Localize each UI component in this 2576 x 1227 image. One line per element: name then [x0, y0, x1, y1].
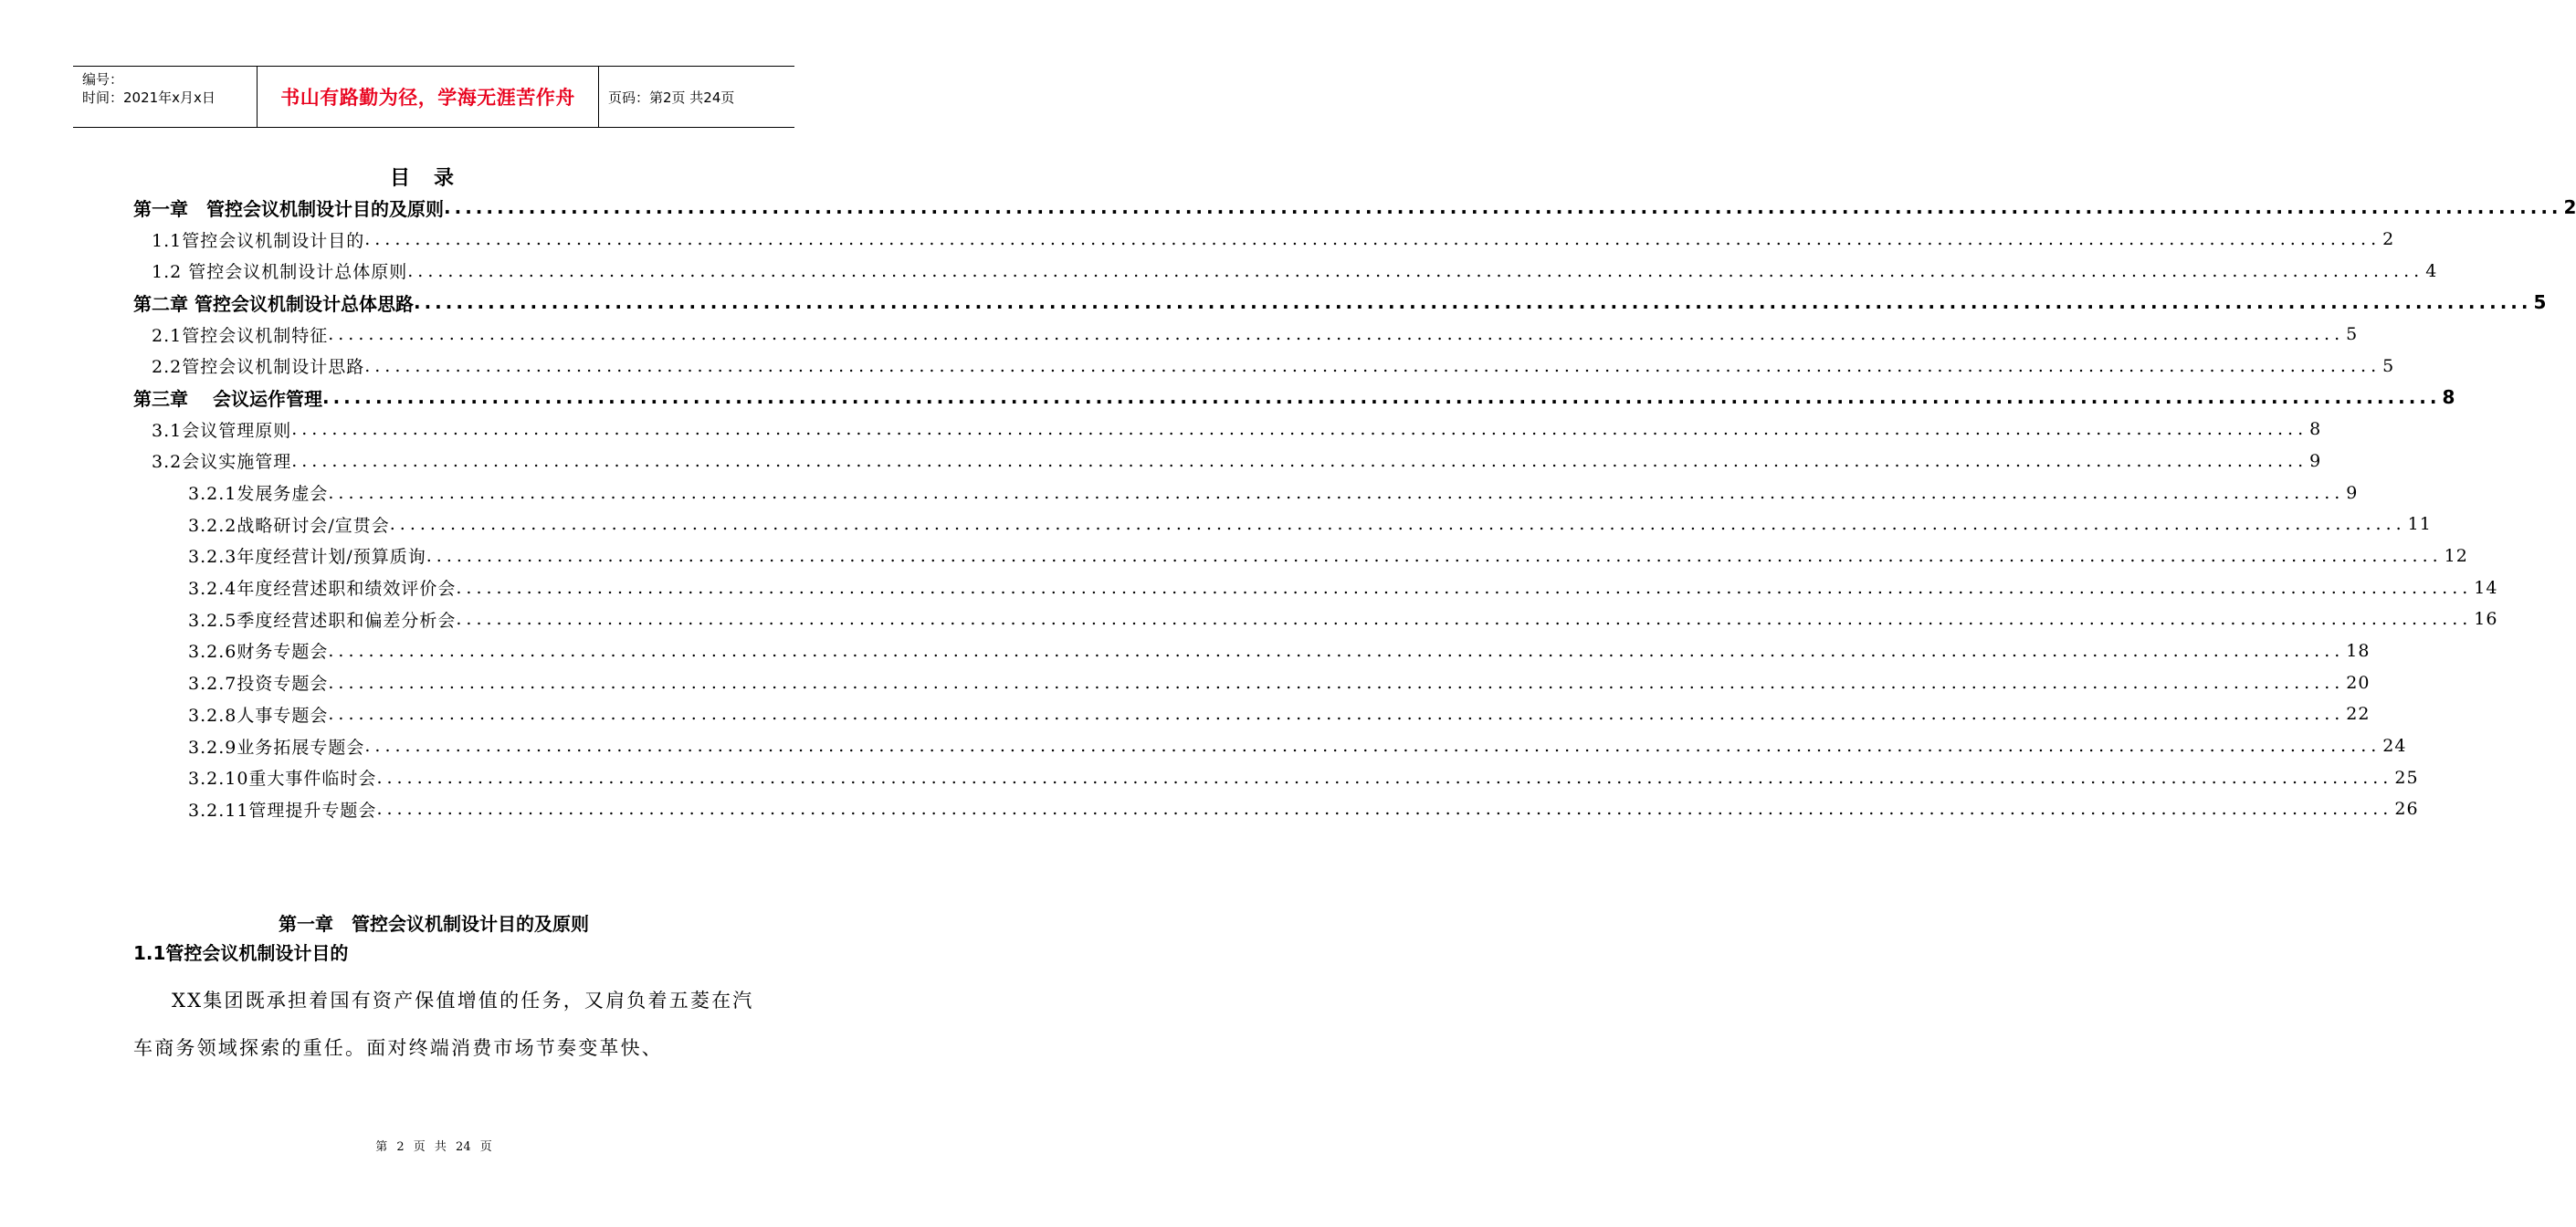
toc-entry[interactable]: [188, 635, 2371, 667]
toc-entry-title: 3.2.4年度经营述职和绩效评价会: [188, 575, 456, 600]
toc-leader-dots: ........................................................................................................................................................................................................: [376, 799, 2393, 820]
toc-leader-dots: ........................................................................................................................................................................................................: [364, 229, 2381, 250]
chapter-heading: 第一章 管控会议机制设计目的及原则: [279, 913, 589, 935]
toc-entry[interactable]: [152, 350, 2395, 382]
toc-entry-title: 3.1会议管理原则: [152, 417, 291, 442]
toc-entry[interactable]: [152, 255, 2438, 287]
toc-leader-dots: ........................................................................................................................................................................................................: [389, 514, 2406, 535]
toc-entry-title: 2.1管控会议机制特征: [152, 322, 328, 347]
toc-entry[interactable]: [188, 603, 2498, 635]
toc-entry-page: 2: [2563, 196, 2576, 219]
toc-entry[interactable]: [133, 192, 2576, 224]
toc-entry-page: 22: [2346, 704, 2371, 725]
toc-title: 目录: [389, 167, 478, 190]
header-number-label: 编号：: [82, 71, 124, 88]
toc-entry[interactable]: [188, 666, 2371, 698]
toc-leader-dots: ........................................................................................................................................................................................................: [413, 291, 2532, 314]
header-page-code: 页码：第2页 共24页: [608, 89, 735, 106]
toc-entry-page: 25: [2394, 767, 2419, 788]
toc-entry-title: 3.2.3年度经营计划/预算质询: [188, 543, 426, 568]
toc-entry-title: 第三章 会议运作管理: [133, 384, 322, 411]
toc-leader-dots: ........................................................................................................................................................................................................: [328, 704, 2345, 725]
toc-entry-title: 1.2 管控会议机制设计总体原则: [152, 258, 407, 283]
toc-entry-title: 1.1管控会议机制设计目的: [152, 227, 364, 252]
toc-leader-dots: ........................................................................................................................................................................................................: [456, 577, 2473, 598]
toc-entry-page: 5: [2346, 324, 2359, 345]
toc-entry-page: 8: [2442, 386, 2455, 409]
toc-entry-title: 3.2会议实施管理: [152, 448, 291, 473]
toc-entry-title: 3.2.10重大事件临时会: [188, 765, 376, 790]
toc-leader-dots: ........................................................................................................................................................................................................: [291, 419, 2308, 440]
toc-entry-page: 20: [2346, 672, 2371, 693]
header-meta: [73, 67, 258, 127]
toc-leader-dots: ........................................................................................................................................................................................................: [328, 324, 2345, 345]
toc-entry[interactable]: [188, 730, 2407, 762]
page-footer: 第 2 页 共 24 页: [375, 1140, 492, 1154]
toc-leader-dots: ........................................................................................................................................................................................................: [376, 767, 2393, 788]
toc-leader-dots: ........................................................................................................................................................................................................: [456, 609, 2473, 630]
toc-entry-page: 8: [2309, 419, 2322, 440]
toc-entry-title: 3.2.5季度经营述职和偏差分析会: [188, 607, 456, 632]
toc-entry[interactable]: [188, 761, 2419, 793]
header-motto-cell: [258, 67, 599, 127]
toc-entry-title: 第二章 管控会议机制设计总体思路: [133, 289, 414, 316]
toc-entry-title: 3.2.7投资专题会: [188, 670, 328, 695]
toc-leader-dots: ........................................................................................................................................................................................................: [328, 672, 2345, 693]
toc-entry-page: 9: [2309, 450, 2322, 471]
toc-entry[interactable]: [188, 477, 2359, 509]
toc-leader-dots: ........................................................................................................................................................................................................: [321, 386, 2441, 409]
toc-entry[interactable]: [152, 319, 2359, 351]
section-heading: 1.1管控会议机制设计目的: [133, 942, 349, 964]
toc-leader-dots: ........................................................................................................................................................................................................: [407, 260, 2424, 281]
toc-leader-dots: ........................................................................................................................................................................................................: [364, 736, 2381, 757]
body-paragraph: XX集团既承担着国有资产保值增值的任务，又肩负着五菱在汽车商务领域探索的重任。面对终端消费市场节奏变革快、: [133, 990, 754, 1059]
toc-entry-page: 26: [2394, 799, 2419, 820]
toc-leader-dots: ........................................................................................................................................................................................................: [328, 640, 2345, 661]
toc-entry[interactable]: [188, 793, 2419, 825]
toc-entry[interactable]: [133, 287, 2547, 319]
toc-leader-dots: ........................................................................................................................................................................................................: [364, 355, 2381, 376]
toc-entry[interactable]: [152, 224, 2395, 256]
toc-entry-title: 3.2.9业务拓展专题会: [188, 734, 364, 759]
toc-entry[interactable]: [188, 572, 2498, 603]
toc-entry-page: 18: [2346, 640, 2371, 661]
toc-leader-dots: ........................................................................................................................................................................................................: [291, 450, 2308, 471]
toc-entry[interactable]: [152, 414, 2322, 446]
toc-leader-dots: ........................................................................................................................................................................................................: [328, 482, 2345, 503]
toc-entry-page: 5: [2533, 291, 2547, 314]
toc-entry-title: 第一章 管控会议机制设计目的及原则: [133, 194, 444, 221]
toc-entry-title: 3.2.11管理提升专题会: [188, 797, 376, 822]
toc-entry-title: 3.2.2战略研讨会/宣贯会: [188, 512, 390, 537]
toc-entry-page: 4: [2425, 260, 2438, 281]
toc-entry-page: 12: [2444, 545, 2468, 566]
toc-entry[interactable]: [152, 446, 2322, 477]
toc-entry-page: 16: [2474, 609, 2498, 630]
toc-entry[interactable]: [188, 540, 2468, 572]
toc-entry-title: 3.2.1发展务虚会: [188, 480, 328, 505]
toc-entry-page: 2: [2382, 229, 2395, 250]
toc-entry[interactable]: [188, 509, 2432, 540]
toc-entry-page: 9: [2346, 482, 2359, 503]
toc-leader-dots: ........................................................................................................................................................................................................: [426, 545, 2443, 566]
toc-entry[interactable]: [133, 382, 2455, 414]
toc-entry-page: 5: [2382, 355, 2395, 376]
header-motto: 书山有路勤为径，学海无涯苦作舟: [280, 87, 575, 109]
toc-entry-title: 3.2.8人事专题会: [188, 702, 328, 727]
toc-entry-page: 24: [2382, 736, 2407, 757]
page-header: [73, 66, 794, 128]
toc-entry-title: 3.2.6财务专题会: [188, 638, 328, 663]
toc-entry-title: 2.2管控会议机制设计思路: [152, 353, 364, 378]
header-time-label: 时间：2021年x月x日: [82, 89, 216, 106]
toc-leader-dots: ........................................................................................................................................................................................................: [444, 196, 2562, 219]
toc-entry-page: 11: [2407, 514, 2432, 535]
toc-entry-page: 14: [2474, 577, 2498, 598]
toc-entry[interactable]: [188, 698, 2371, 730]
table-of-contents: [0, 192, 2576, 825]
